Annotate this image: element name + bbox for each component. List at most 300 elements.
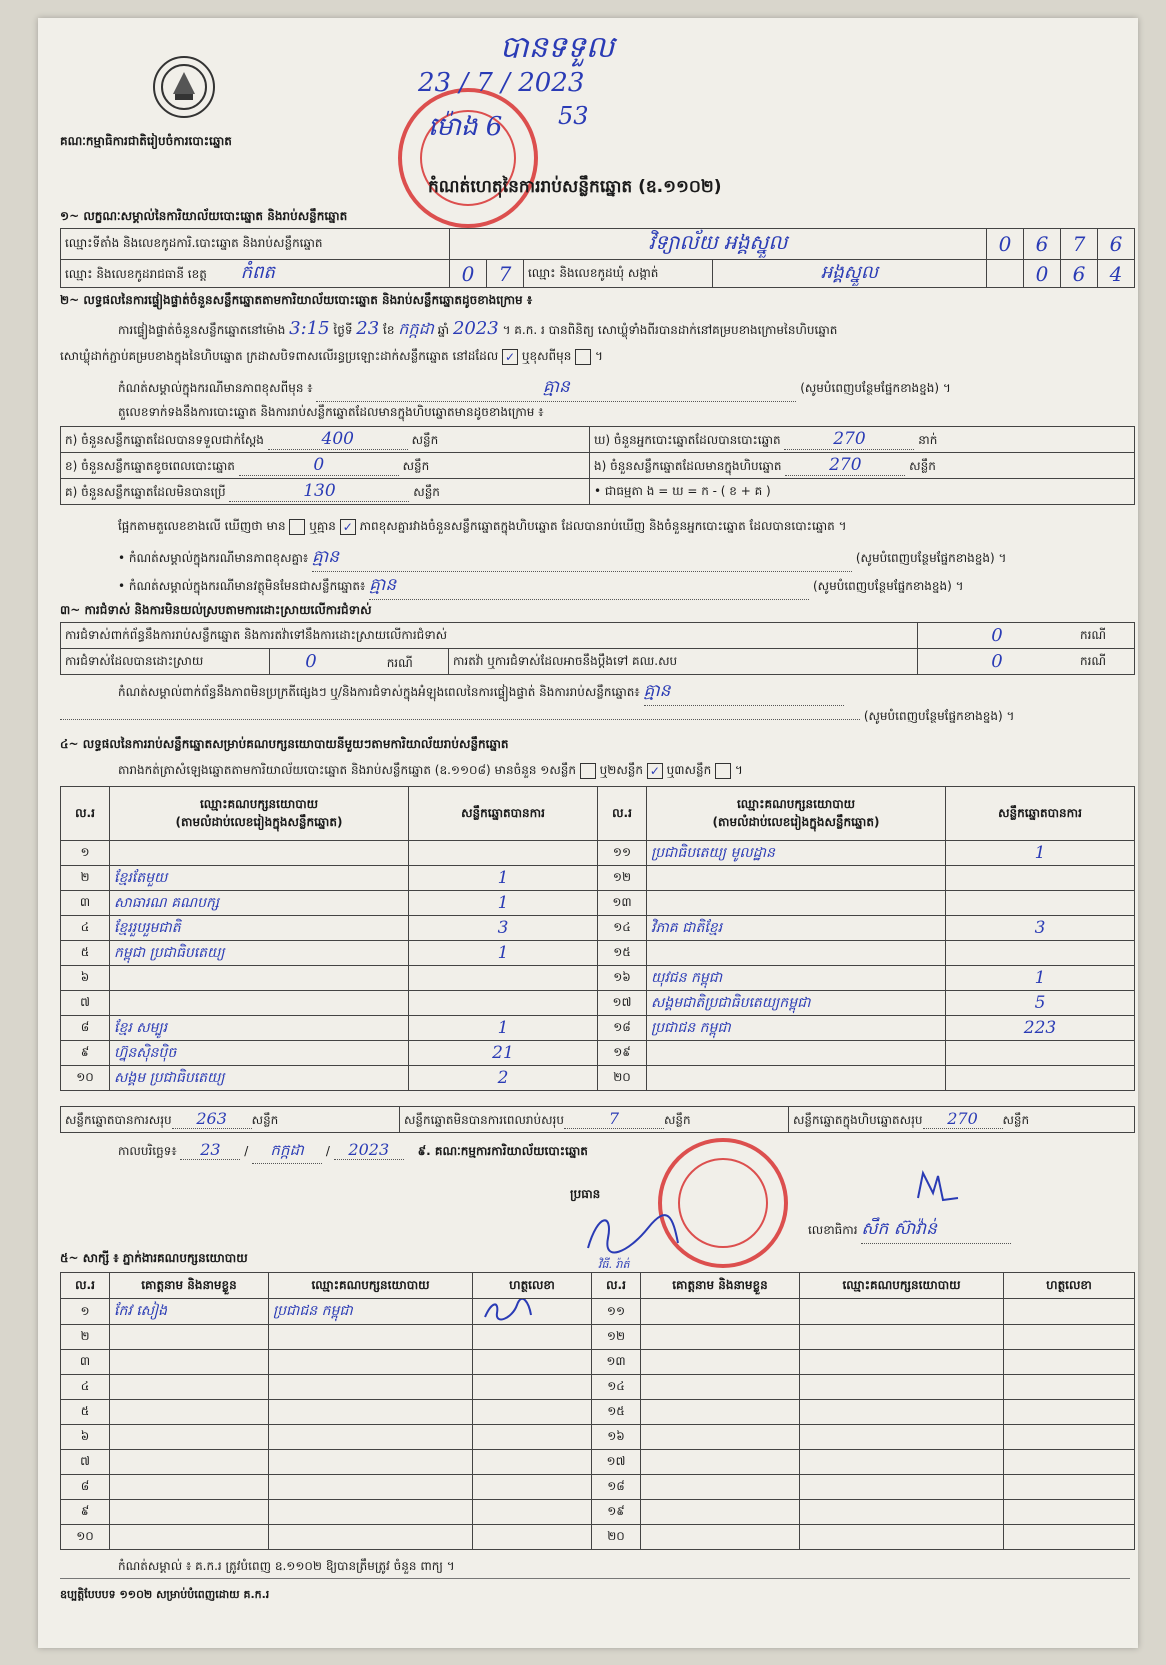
row2-value: កំពត [240,262,275,283]
note2-label: • កំណត់សម្គាល់ក្នុងករណីមានភាពខុសគ្នា៖ [118,551,309,565]
party-votes-right [946,866,1135,891]
witness-sign-right [1004,1525,1135,1550]
witness-party-right [800,1450,1004,1475]
witness-name-left [110,1525,269,1550]
section3-title: ៣~ ការជំទាស់ និងការមិនយល់ស្របតាមការដោះស្រាយលើការជំទាស់ [60,603,372,617]
witness-name-right [641,1475,800,1500]
line1-a: ការផ្ទៀងផ្ទាត់ចំនួនសន្លឹកឆ្នោតនៅម៉ោង [118,323,286,337]
witness-name-left [110,1425,269,1450]
party-name-left [110,991,409,1016]
count-b-cell [61,453,590,479]
witness-sign-left [473,1325,592,1350]
results-row [61,866,1135,891]
witness-name-left [110,1475,269,1500]
witness-body [61,1299,1135,1550]
section3-note-tail: (សូមបំពេញបន្ថែមផ្នែកខាងខ្នង) ។ [863,709,1015,723]
count-e-cell [590,453,1135,479]
witness-name-right [641,1400,800,1425]
party-no-left: ៩ [61,1041,110,1066]
section1-title: ១~ លក្ខណៈសម្គាល់នៃការិយាល័យបោះឆ្នោត និងរាប់សន្លឹកឆ្នោត [60,209,348,223]
note2-tail: (សូមបំពេញបន្ថែមផ្នែកខាងខ្នង) ។ [855,551,1007,565]
verify-time: 3:15 [289,318,330,339]
party-no-left: ៦ [61,966,110,991]
line4-c: ភាពខុសគ្នារវាងចំនួនសន្លឹកឆ្នោតក្នុងហិបឆ្នោត ដែលបានរាប់ឃើញ និងចំនួនអ្នកបោះឆ្នោត ដែលបានបោះឆ្នោត ។ [359,519,847,533]
section3-note-value [644,680,844,706]
witness-sign-right [1004,1325,1135,1350]
witness-party-left [269,1475,473,1500]
witness-name-right [641,1350,800,1375]
witness-row [61,1525,1135,1550]
party-votes-right: 1 [946,966,1135,991]
count-c-label: គ) ចំនួនសន្លឹកឆ្នោតដែលមិនបានប្រើ [65,485,226,499]
row1-label: ឈ្មោះទីតាំង និងលេខកូដការិ.បោះឆ្នោត និងរាប់សន្លឹកឆ្នោត [61,229,450,260]
witness-party-right [800,1425,1004,1450]
witness-sign-right [1004,1375,1135,1400]
verify-day: 23 [356,318,380,339]
date-line: កាលបរិច្ឆេទ៖ 23 / កក្កដា / 2023 ៩. គណៈកម្មការការិយាល័យបោះឆ្នោត [118,1140,588,1164]
witness-sign-right [1004,1400,1135,1425]
date-year-text: 2023 [348,1140,390,1159]
party-votes-left: 1 [409,891,598,916]
row2-code2-3: 4 [1098,260,1135,288]
count-d-unit: នាក់ [918,433,938,447]
total-invalid-label: សន្លឹកឆ្នោតមិនបានការពេលរាប់សរុប [404,1113,564,1127]
party-name-right [647,891,946,916]
line4-b: ឬគ្មាន [309,519,336,533]
secretary-name-text: សឹក ស៊ាវ៉ាន់ [861,1219,937,1239]
no-difference-checkbox[interactable]: ✓ [340,519,356,535]
col-party-right-title: ឈ្មោះគណបក្សនយោបាយ [736,796,856,811]
org-name: គណៈកម្មាធិការជាតិរៀបចំការបោះឆ្នោត [60,134,232,148]
witness-party-right [800,1475,1004,1500]
witness-name-left [110,1350,269,1375]
witness-sign-right [1004,1425,1135,1450]
document-page [38,18,1138,1648]
party-no-right: ១១ [598,841,647,866]
count-b-unit: សន្លឹក [402,459,430,473]
col-party-right-sub: (តាមលំដាប់លេខរៀងក្នុងសន្លឹកឆ្នោត) [712,814,880,829]
witness-party-left [269,1525,473,1550]
section3-note-line2 [60,708,1130,726]
section2-line4 [118,518,847,536]
section2-line3: តួលេខទាក់ទងនឹងការបោះឆ្នោត និងការរាប់សន្លឹកឆ្នោតដែលមានក្នុងហិបឆ្នោតមានដូចខាងក្រោម ៖ [118,405,544,419]
different-checkbox[interactable] [575,349,591,365]
witness-sign-left [473,1475,592,1500]
witness-name-right [641,1500,800,1525]
w-col-no-right: ល.រ [592,1273,641,1299]
witness-sign-right [1004,1475,1135,1500]
row2-label2: ឈ្មោះ និងលេខកូដឃុំ សង្កាត់ [524,260,713,288]
w-col-party-right: ឈ្មោះគណបក្សនយោបាយ [800,1273,1004,1299]
party-votes-right: 3 [946,916,1135,941]
witness-sign-right [1004,1299,1135,1325]
witness-row [61,1299,1135,1325]
witness-party-right [800,1375,1004,1400]
party-no-left: ៤ [61,916,110,941]
stamp-date: 23 / 7 / 2023 [418,68,585,98]
witness-row [61,1500,1135,1525]
footnote: កំណត់សម្គាល់ ៖ គ.ក.រ ត្រូវបំពេញ ឧ.១១០២ ឱ្យបានត្រឹមត្រូវ ចំនួន ពាក្យ ។ [118,1559,455,1573]
results-body [61,841,1135,1091]
party-votes-left: 2 [409,1066,598,1091]
date-month-text: កក្កដា [270,1141,304,1159]
witness-no-left: ២ [61,1325,110,1350]
party-no-left: ១ [61,841,110,866]
witness-party-right [800,1325,1004,1350]
party-votes-left: 1 [409,866,598,891]
party-votes-right [946,1041,1135,1066]
witness-name-right [641,1525,800,1550]
resolved-label: ការជំទាស់ដែលបានដោះស្រាយ [61,649,270,675]
count-e-value [785,455,905,476]
party-no-right: ២០ [598,1066,647,1091]
row2-code-1: 0 [450,260,487,288]
line4-a: ផ្អែកតាមតួលេខខាងលើ ឃើញថា មាន [118,519,286,533]
section5-title: ៥~ សាក្សី ៖ ភ្នាក់ងារគណបក្សនយោបាយ [60,1251,248,1265]
col-party-left-title: ឈ្មោះគណបក្សនយោបាយ [199,796,319,811]
note1-tail: (សូមបំពេញបន្ថែមផ្នែកខាងខ្នង) ។ [800,381,951,395]
witness-row [61,1400,1135,1425]
witness-no-right: ១៩ [592,1500,641,1525]
objection-value: 0 [918,623,1077,649]
party-no-left: ៧ [61,991,110,1016]
party-votes-left: 1 [409,1016,598,1041]
count-b-label: ខ) ចំនួនសន្លឹកឆ្នោតខូចពេលបោះឆ្នោត [65,459,235,473]
party-name-left [110,841,409,866]
total-box-value [923,1109,1003,1129]
party-name-left: សាធារណ គណបក្ស [110,891,409,916]
section3-note-blank [60,719,860,720]
w-col-name-left: គោត្តនាម និងនាមខ្លួន [110,1273,269,1299]
witness-sign-left [473,1375,592,1400]
note2-text: គ្មាន [312,547,340,567]
witness-no-right: ១៦ [592,1425,641,1450]
row1-value: វិទ្យាល័យ អង្គស្នួល [450,229,987,260]
row1-code-2: 6 [1024,229,1061,260]
total-invalid-text: 7 [608,1109,620,1128]
president-name: វិធី. រ៉ាត់ [598,1258,630,1271]
row1-code-4: 6 [1098,229,1135,260]
witness-party-left [269,1375,473,1400]
party-votes-left [409,841,598,866]
section4-title: ៤~ លទ្ធផលនៃការរាប់សន្លឹកឆ្នោតសម្រាប់គណបក្សនយោបាយនីមួយៗតាមការិយាល័យរាប់សន្លឹកឆ្នោត [60,737,509,751]
line1-c: ខែ [383,323,395,337]
results-row [61,916,1135,941]
witness-name-left [110,1400,269,1425]
results-row [61,966,1135,991]
party-name-left [110,966,409,991]
party-votes-left [409,991,598,1016]
results-row [61,941,1135,966]
witness-party-right [800,1299,1004,1325]
witness-no-left: ៨ [61,1475,110,1500]
nec-emblem [153,56,215,118]
party-name-left: ហ្វ៊ុនស៊ិនប៉ិច [110,1041,409,1066]
w-col-name-right: គោត្តនាម និងនាមខ្លួន [641,1273,800,1299]
party-votes-right: 223 [946,1016,1135,1041]
total-invalid-cell [400,1107,789,1133]
three-sheet-checkbox[interactable] [715,763,731,779]
section1-table [60,228,1135,288]
row2-value2: អង្គស្នួល [713,260,987,288]
objection-unit: ករណី [1076,623,1135,649]
witness-no-left: ៩ [61,1500,110,1525]
count-a-label: ក) ចំនួនសន្លឹកឆ្នោតដែលបានទទួលជាក់ស្តែង [65,433,264,447]
witness-name-right [641,1325,800,1350]
witness-no-right: ១៥ [592,1400,641,1425]
witness-row [61,1450,1135,1475]
party-votes-left [409,966,598,991]
appeal-label: ការតវ៉ា ឬការជំទាស់ដែលអាចនឹងប្តឹងទៅ គឈ.សប [449,649,918,675]
total-box-text: 270 [947,1109,978,1128]
col-party-left-sub: (តាមលំដាប់លេខរៀងក្នុងសន្លឹកឆ្នោត) [175,814,343,829]
appeal-unit: ករណី [1076,649,1135,675]
row2-code2-1: 0 [1024,260,1061,288]
total-box-cell [789,1107,1135,1133]
party-votes-right [946,1066,1135,1091]
row2-code2-2: 6 [1061,260,1098,288]
witness-row [61,1350,1135,1375]
section4-line1: តារាងកត់ត្រាសំឡេងឆ្នោតតាមការិយាល័យបោះឆ្នោត និងរាប់សន្លឹកឆ្នោត (ឧ.១១០៨) មានចំនួន ១សន្លឹក ឬ២សន្លឹក ✓ ឬ៣សន្លឹក ។ [118,763,743,778]
total-valid-label: សន្លឹកឆ្នោតបានការសរុប [65,1113,172,1127]
w-col-sign-left: ហត្ថលេខា [473,1273,592,1299]
counts-table [60,426,1135,505]
party-no-right: ១៧ [598,991,647,1016]
party-name-left: ខ្មែររួបរួមជាតិ [110,916,409,941]
party-no-left: ២ [61,866,110,891]
witness-party-right [800,1400,1004,1425]
party-no-left: ៣ [61,891,110,916]
note3-label: • កំណត់សម្គាល់ក្នុងករណីមានវត្ថុមិនមែនជាសន្លឹកឆ្នោត៖ [118,579,366,593]
count-a-cell [61,427,590,453]
count-b-value [239,455,399,476]
date-month [252,1141,322,1164]
line2-b: ឬខុសពីមុន [521,349,572,363]
witness-name-left [110,1325,269,1350]
count-d-text: 270 [833,429,866,449]
party-votes-left: 1 [409,941,598,966]
count-c-cell [61,479,590,505]
party-name-right [647,1066,946,1091]
witness-sign-right [1004,1450,1135,1475]
note1-value [316,376,796,402]
three-sheet-label: ឬ៣សន្លឹក [666,763,712,777]
witness-sign-left [473,1350,592,1375]
party-name-right [647,1041,946,1066]
resolved-value [270,649,449,675]
col-party-right [647,787,946,841]
section3-note [118,680,1128,706]
party-name-right: ប្រជាជន កម្ពុជា [647,1016,946,1041]
party-name-left: ខ្មែរ សម្បូរ [110,1016,409,1041]
witness-no-right: ១៨ [592,1475,641,1500]
row2-label [61,260,450,288]
same-checkbox[interactable]: ✓ [502,349,518,365]
witness-no-right: ១៣ [592,1350,641,1375]
count-c-unit: សន្លឹក [413,485,440,499]
witness-no-left: ៧ [61,1450,110,1475]
date-day [180,1140,240,1160]
col-no-right: ល.រ [598,787,647,841]
witness-row [61,1375,1135,1400]
secretary-label: លេខាធិការ [808,1223,858,1237]
appeal-value: 0 [918,649,1077,675]
count-d-value [784,429,914,450]
party-no-right: ១៦ [598,966,647,991]
col-votes-left: សន្លឹកឆ្នោតបានការ [409,787,598,841]
count-a-text: 400 [321,429,354,449]
note1-label: កំណត់សម្គាល់ក្នុងករណីមានភាពខុសពីមុន ៖ [118,381,313,395]
witness-sign-right [1004,1350,1135,1375]
count-e-text: 270 [829,455,862,475]
note3-text: គ្មាន [369,575,397,595]
party-name-right: សង្គមជាតិប្រជាធិបតេយ្យកម្ពុជា [647,991,946,1016]
witness-party-left [269,1325,473,1350]
objection-label: ការជំទាស់ពាក់ព័ន្ធនឹងការរាប់សន្លឹកឆ្នោត និងការតវ៉ាទៅនឹងការដោះស្រាយលើការជំទាស់ [61,623,918,649]
party-name-left: កម្ពុជា ប្រជាធិបតេយ្យ [110,941,409,966]
witness-party-left [269,1450,473,1475]
witness-sign-left [473,1500,592,1525]
results-row [61,1066,1135,1091]
one-sheet-checkbox[interactable] [580,763,596,779]
sheets-label: តារាងកត់ត្រាសំឡេងឆ្នោតតាមការិយាល័យបោះឆ្នោត និងរាប់សន្លឹកឆ្នោត (ឧ.១១០៨) មានចំនួន ១សន្លឹក [118,763,576,777]
note1-text: គ្មាន [542,377,570,397]
line1-d: ឆ្នាំ [437,323,450,337]
count-b-text: 0 [313,455,325,475]
count-e-label: ង) ចំនួនសន្លឹកឆ្នោតដែលមានក្នុងហិបឆ្នោត [594,459,782,473]
received-stamp [398,88,538,228]
witness-no-right: ២០ [592,1525,641,1550]
row2-code2-blank [987,260,1024,288]
committee-label: ៩. គណៈកម្មការការិយាល័យបោះឆ្នោត [417,1144,588,1158]
party-votes-left: 3 [409,916,598,941]
section2-line2: សោឃ្លុំដាក់ភ្ជាប់គម្របខាងក្នុងនៃហិបឆ្នោត ក្រដាសបិទពាសលើរន្ធប្រឡោះដាក់សន្លឹកឆ្នោត នៅដដែល ✓ ឬខុសពីមុន ។ [60,349,603,364]
section2-line1 [118,318,837,342]
verify-month: កក្កដា [398,319,434,338]
results-row [61,1041,1135,1066]
has-difference-checkbox[interactable] [289,519,305,535]
secretary-line [808,1218,1011,1244]
results-row [61,841,1135,866]
line1-b: ថ្ងៃទី [333,323,353,337]
witness-party-left [269,1500,473,1525]
count-a-unit: សន្លឹក [411,433,439,447]
resolved-unit: ករណី [386,655,413,670]
stamp-received-text: បានទទួល [500,30,615,65]
count-c-value [229,481,409,502]
witness-name-left [110,1500,269,1525]
party-no-left: ១០ [61,1066,110,1091]
date-day-text: 23 [200,1140,221,1159]
party-votes-left: 21 [409,1041,598,1066]
witness-sign-left [473,1400,592,1425]
count-e-unit: សន្លឹក [909,459,936,473]
w-col-party-left: ឈ្មោះគណបក្សនយោបាយ [269,1273,473,1299]
party-name-right: ប្រជាធិបតេយ្យ មូលដ្ឋាន [647,841,946,866]
note2-value [312,546,852,572]
section3-note-label: កំណត់សម្គាល់ពាក់ព័ន្ធនឹងភាពមិនប្រក្រតីផ្សេងៗ ឬ/និងការជំទាស់ក្នុងអំឡុងពេលនៃការផ្ទៀងផ្ទាត់ និងការរាប់សន្លឹកឆ្នោត៖ [118,685,640,699]
witness-sign-left [473,1450,592,1475]
witness-row [61,1325,1135,1350]
party-no-right: ១៣ [598,891,647,916]
footer-rule [60,1578,1130,1579]
total-box-label: សន្លឹកឆ្នោតក្នុងហិបឆ្នោតសរុប [793,1113,923,1127]
witness-no-right: ១៤ [592,1375,641,1400]
results-row [61,1016,1135,1041]
witness-no-left: ១០ [61,1525,110,1550]
count-d-label: ឃ) ចំនួនអ្នកបោះឆ្នោតដែលបានបោះឆ្នោត [594,433,781,447]
note2-line [118,546,1128,572]
party-name-right: យុវជន កម្ពុជា [647,966,946,991]
line1-e: ។ គ.ក. រ បានពិនិត្យ សោឃ្លុំទាំងពីរបានដាក់នៅគម្របខាងក្រោមនៃហិបឆ្នោត [502,323,838,337]
total-invalid-unit: សន្លឹក [663,1113,691,1127]
party-name-right [647,941,946,966]
witness-row [61,1425,1135,1450]
section3-note-text: គ្មាន [643,681,671,701]
results-table [60,786,1135,1091]
count-a-value [268,429,408,450]
witness-name-left: កែវ សៀង [110,1299,269,1325]
total-valid-unit: សន្លឹក [251,1113,279,1127]
party-name-right: វិភាគ ជាតិខ្មែរ [647,916,946,941]
president-label: ប្រធាន [570,1187,601,1201]
party-votes-right [946,891,1135,916]
witness-sign-right [1004,1500,1135,1525]
line2-text: សោឃ្លុំដាក់ភ្ជាប់គម្របខាងក្នុងនៃហិបឆ្នោត ក្រដាសបិទពាសលើរន្ធប្រឡោះដាក់សន្លឹកឆ្នោត នៅដដែល [60,349,499,363]
witness-name-right [641,1375,800,1400]
witness-sign-left [473,1299,592,1325]
footer-text: ឧប្បត្តិបែបបទ ១១០២ សម្រាប់បំពេញដោយ គ.ក.រ [60,1588,270,1601]
stamp-number: 53 [558,102,589,130]
party-votes-right [946,941,1135,966]
witness-no-right: ១១ [592,1299,641,1325]
col-no-left: ល.រ [61,787,110,841]
two-sheet-checkbox[interactable]: ✓ [647,763,663,779]
verify-year: 2023 [452,318,499,339]
party-name-left: សង្គម ប្រជាធិបតេយ្យ [110,1066,409,1091]
witness-no-left: ៣ [61,1350,110,1375]
total-box-unit: សន្លឹក [1002,1113,1030,1127]
two-sheet-label: ឬ២សន្លឹក [599,763,644,777]
witness-name-right [641,1425,800,1450]
note3-tail: (សូមបំពេញបន្ថែមផ្នែកខាងខ្នង) ។ [812,579,964,593]
witness-party-left [269,1400,473,1425]
total-valid-text: 263 [196,1109,227,1128]
party-no-left: ៨ [61,1016,110,1041]
total-invalid-value [564,1109,664,1129]
witness-row [61,1475,1135,1500]
results-row [61,891,1135,916]
witness-table [60,1272,1135,1550]
resolved-text: 0 [305,650,317,672]
totals-table [60,1106,1135,1133]
row1-code-3: 7 [1061,229,1098,260]
col-votes-right: សន្លឹកឆ្នោតបានការ [946,787,1135,841]
formula-cell: • ជាធម្មតា ង = ឃ = ក - ( ខ + គ ) [590,479,1135,505]
party-no-right: ១២ [598,866,647,891]
witness-party-right [800,1500,1004,1525]
w-col-sign-right: ហត្ថលេខា [1004,1273,1135,1299]
total-valid-cell [61,1107,400,1133]
witness-sign-left [473,1425,592,1450]
witness-no-right: ១២ [592,1325,641,1350]
party-no-right: ១៥ [598,941,647,966]
witness-party-left: ប្រជាជន កម្ពុជា [269,1299,473,1325]
witness-signature [477,1299,537,1321]
party-name-right [647,866,946,891]
witness-no-left: ៦ [61,1425,110,1450]
witness-sign-left [473,1525,592,1550]
